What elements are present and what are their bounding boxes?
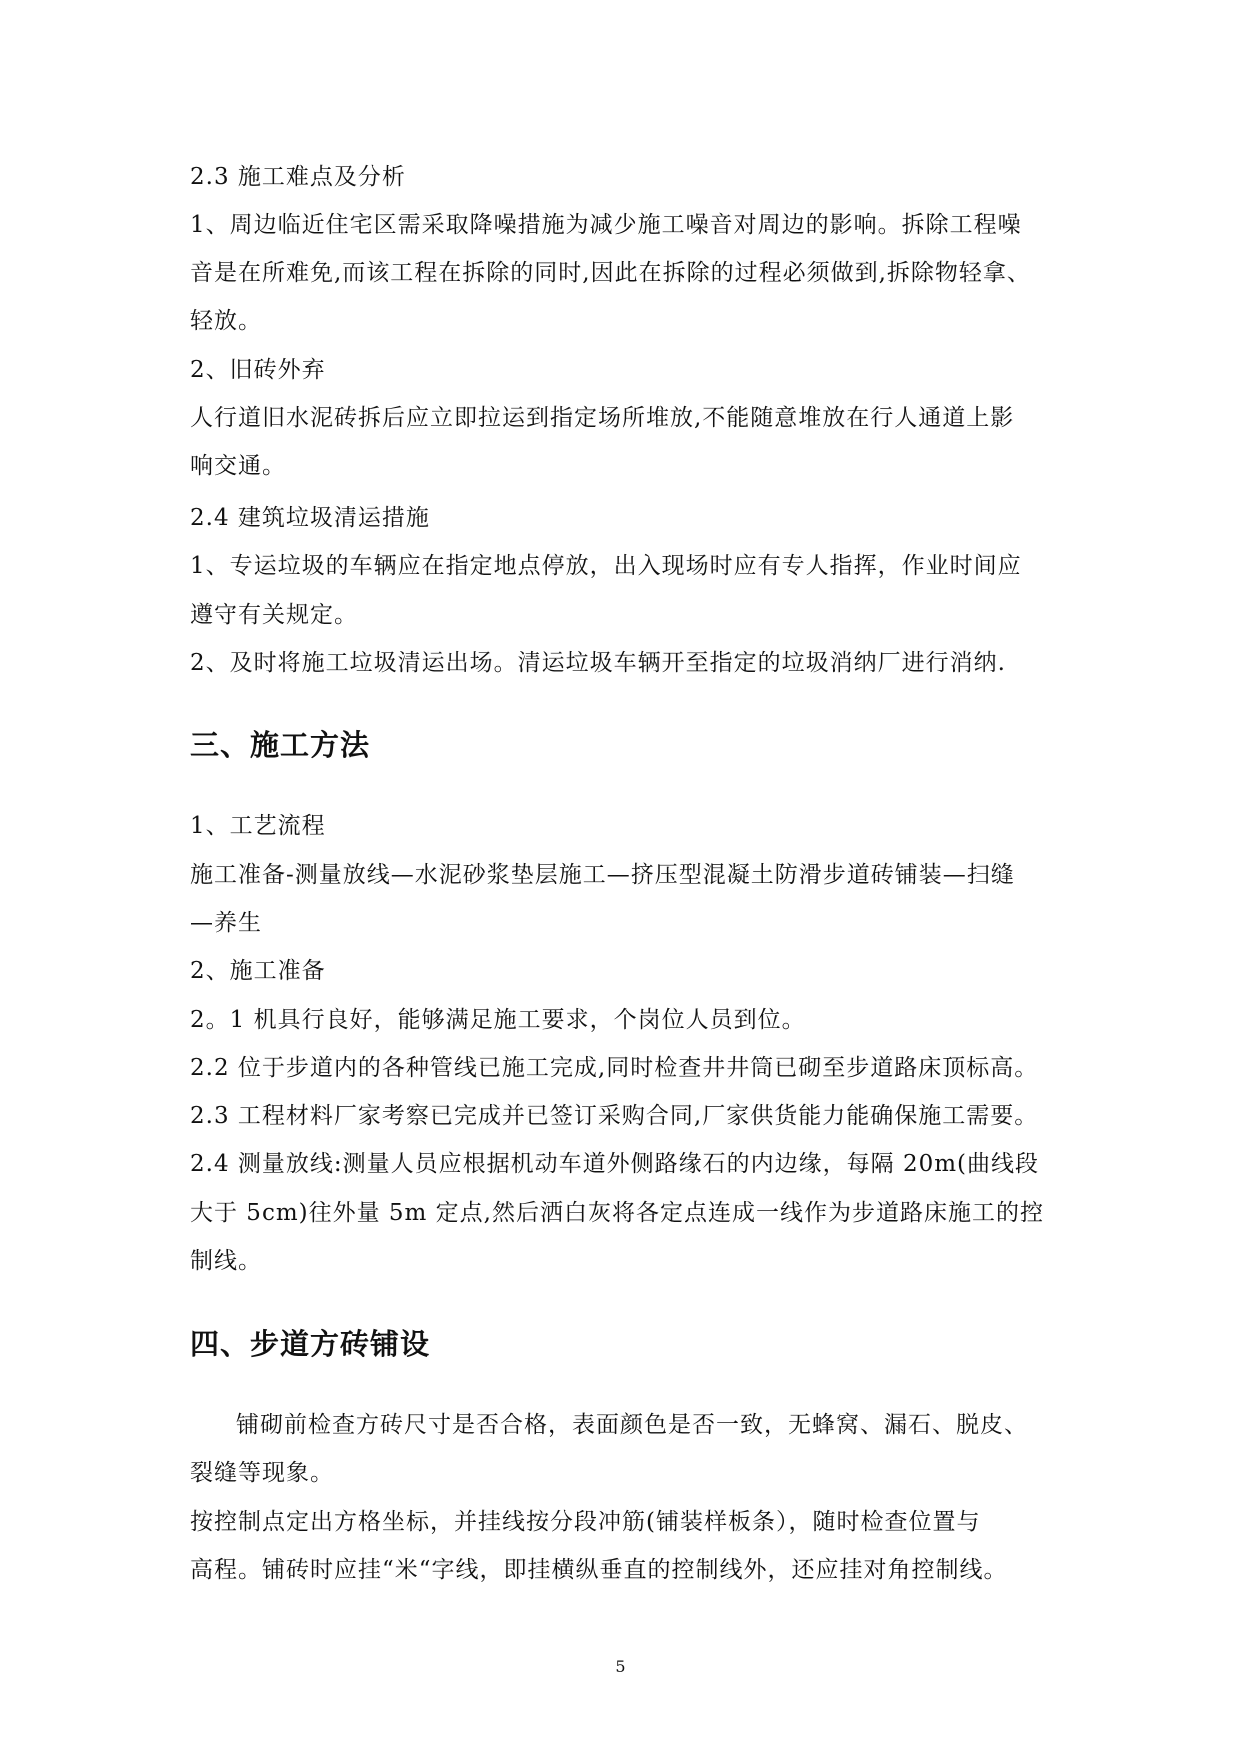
prep-item-2-2: 2.2 位于步道内的各种管线已施工完成,同时检查井井筒已砌至步道路床顶标高。 (190, 1055, 1039, 1081)
section-4-para2-line1: 按控制点定出方格坐标，并挂线按分段冲筋(铺装样板条），随时检查位置与 (190, 1509, 981, 1535)
section-4-para1-line2: 裂缝等现象。 (190, 1460, 334, 1486)
section-4-para2-line2: 高程。铺砖时应挂“米“字线，即挂横纵垂直的控制线外，还应挂对角控制线。 (190, 1557, 1008, 1583)
section-2-4-item1-line2: 遵守有关规定。 (190, 602, 358, 628)
process-flow-line2: —养生 (190, 910, 262, 936)
section-4-heading: 四、步道方砖铺设 (190, 1327, 431, 1361)
prep-item-2-1: 2。1 机具行良好，能够满足施工要求，个岗位人员到位。 (190, 1007, 806, 1033)
section-2-4-item1-line1: 1、专运垃圾的车辆应在指定地点停放，出入现场时应有专人指挥，作业时间应 (190, 553, 1022, 579)
page-number: 5 (615, 1657, 626, 1676)
section-2-3-item2-title: 2、旧砖外弃 (190, 357, 326, 383)
section-2-3-item1-line3: 轻放。 (190, 308, 262, 334)
prep-item-2-3: 2.3 工程材料厂家考察已完成并已签订采购合同,厂家供货能力能确保施工需要。 (190, 1103, 1039, 1129)
section-4-para1-line1: 铺砌前检查方砖尺寸是否合格，表面颜色是否一致，无蜂窝、漏石、脱皮、 (236, 1412, 1028, 1438)
prep-item-2-4-line1: 2.4 测量放线:测量人员应根据机动车道外侧路缘石的内边缘，每隔 20m(曲线段 (190, 1151, 1039, 1177)
section-3-item2-title: 2、施工准备 (190, 958, 326, 984)
section-2-3-item1-line1: 1、周边临近住宅区需采取降噪措施为减少施工噪音对周边的影响。拆除工程噪 (190, 212, 1022, 238)
section-2-3-title: 2.3 施工难点及分析 (190, 164, 406, 190)
section-3-item1-title: 1、工艺流程 (190, 813, 326, 839)
process-flow-line1: 施工准备-测量放线—水泥砂浆垫层施工—挤压型混凝土防滑步道砖铺装—扫缝 (190, 862, 1015, 888)
section-2-3-item2-line2: 响交通。 (190, 453, 286, 479)
prep-item-2-4-line2: 大于 5cm)往外量 5m 定点,然后洒白灰将各定点连成一线作为步道路床施工的控 (190, 1200, 1044, 1226)
section-2-4-item2-line1: 2、及时将施工垃圾清运出场。清运垃圾车辆开至指定的垃圾消纳厂进行消纳. (190, 650, 1006, 676)
section-2-4-title: 2.4 建筑垃圾清运措施 (190, 505, 430, 531)
section-2-3-item1-line2: 音是在所难免,而该工程在拆除的同时,因此在拆除的过程必须做到,拆除物轻拿、 (190, 260, 1031, 286)
section-3-heading: 三、施工方法 (190, 728, 371, 762)
section-2-3-item2-line1: 人行道旧水泥砖拆后应立即拉运到指定场所堆放,不能随意堆放在行人通道上影 (190, 405, 1015, 431)
prep-item-2-4-line3: 制线。 (190, 1248, 262, 1274)
